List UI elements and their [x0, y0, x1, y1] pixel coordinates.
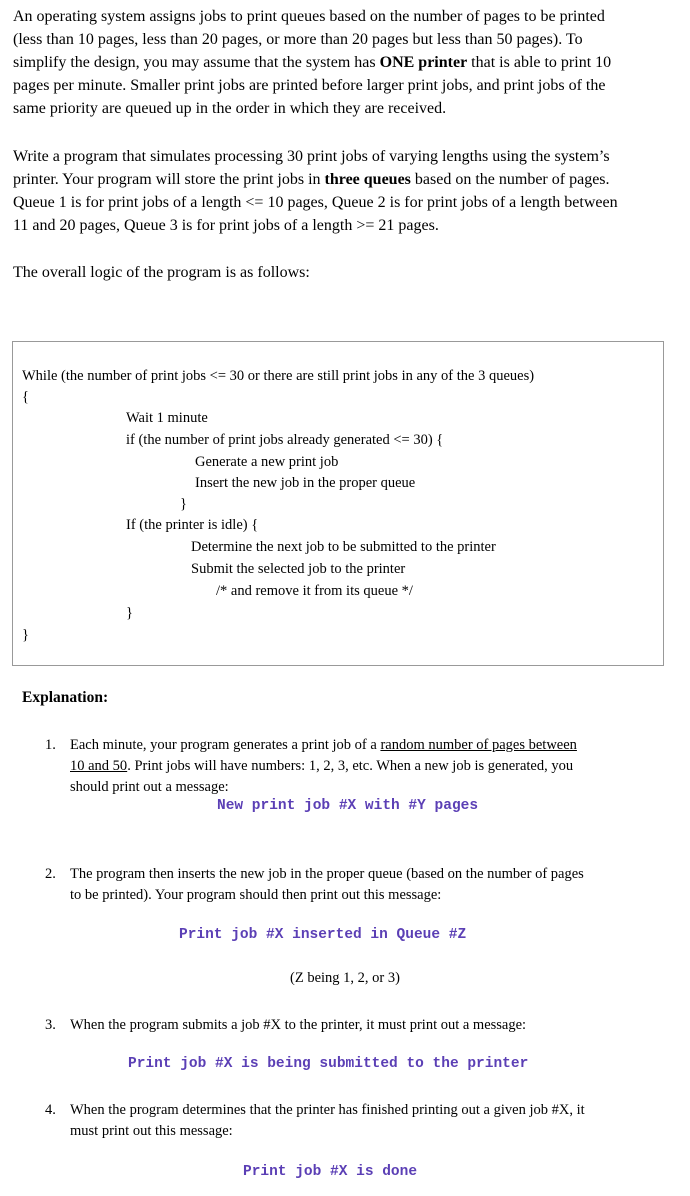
queue-note: (Z being 1, 2, or 3): [290, 970, 400, 986]
code-new-print-job: New print job #X with #Y pages: [217, 798, 479, 814]
intro-text: that is able to print 10: [467, 54, 612, 71]
code-inserted-in-queue: Print job #X inserted in Queue #Z: [179, 927, 467, 943]
task-paragraph: [13, 145, 683, 237]
task-line: Write a program that simulates processing 30 print jobs of varying lengths using the system’s: [13, 148, 610, 165]
pseudo-if-idle: If (the printer is idle) {: [126, 517, 259, 533]
item-text: . Print jobs will have numbers: 1, 2, 3, etc. When a new job is generated, you: [127, 758, 574, 774]
pseudo-determine: Determine the next job to be submitted to the printer: [191, 539, 496, 555]
explanation-heading: Explanation:: [22, 689, 109, 706]
code-being-submitted: Print job #X is being submitted to the printer: [128, 1056, 529, 1072]
pseudo-close-idle: }: [126, 605, 133, 621]
intro-line: (less than 10 pages, less than 20 pages, or more than 20 pages but less than 50 pages). To: [13, 31, 583, 48]
code-job-done: Print job #X is done: [243, 1164, 418, 1180]
underlined-text: random number of pages between: [380, 737, 577, 753]
pseudo-comment: /* and remove it from its queue */: [216, 583, 413, 599]
item-number: 4.: [45, 1102, 56, 1118]
pseudo-wait: Wait 1 minute: [126, 410, 208, 426]
intro-paragraph: [13, 5, 683, 120]
task-text: printer. Your program will store the print jobs in: [13, 171, 325, 188]
task-line: 11 and 20 pages, Queue 3 is for print jobs of a length >= 21 pages.: [13, 217, 439, 234]
item-text: Each minute, your program generates a print job of a: [70, 737, 381, 753]
intro-line: An operating system assigns jobs to print queues based on the number of pages to be printed: [13, 8, 605, 25]
item-line: The program then inserts the new job in the proper queue (based on the number of pages: [70, 866, 584, 882]
item-line: to be printed). Your program should then print out this message:: [70, 887, 442, 903]
pseudo-close-if: }: [180, 496, 187, 512]
item-number: 1.: [45, 737, 56, 753]
intro-line: same priority are queued up in the order in which they are received.: [13, 100, 447, 117]
item-line: [70, 735, 660, 756]
pseudo-open-brace: {: [22, 389, 29, 405]
item-number: 2.: [45, 866, 56, 882]
pseudo-close-while: }: [22, 627, 29, 643]
pseudocode-box: [12, 341, 664, 666]
pseudo-while: While (the number of print jobs <= 30 or there are still print jobs in any of the 3 queues): [22, 368, 535, 384]
pseudo-generate: Generate a new print job: [195, 454, 339, 470]
logic-intro: The overall logic of the program is as follows:: [13, 264, 310, 281]
pseudo-insert: Insert the new job in the proper queue: [195, 475, 416, 491]
pseudo-if-generated: if (the number of print jobs already generated <= 30) {: [126, 432, 444, 448]
item-line: When the program submits a job #X to the printer, it must print out a message:: [70, 1017, 527, 1033]
task-bold-three-queues: three queues: [324, 171, 411, 188]
intro-line: pages per minute. Smaller print jobs are printed before larger print jobs, and print jobs of the: [13, 77, 606, 94]
intro-bold-one-printer: ONE printer: [379, 54, 468, 71]
item-line: must print out this message:: [70, 1123, 233, 1139]
task-text: based on the number of pages.: [410, 171, 610, 188]
item-line: should print out a message:: [70, 779, 229, 795]
intro-text: simplify the design, you may assume that the system has: [13, 54, 380, 71]
intro-line: [13, 51, 683, 74]
task-line: [13, 168, 683, 191]
underlined-text: 10 and 50: [70, 758, 128, 774]
task-line: Queue 1 is for print jobs of a length <= 10 pages, Queue 2 is for print jobs of a length between: [13, 194, 618, 211]
item-line: When the program determines that the printer has finished printing out a given job #X, it: [70, 1102, 585, 1118]
item-line: [70, 756, 660, 777]
pseudo-submit: Submit the selected job to the printer: [191, 561, 406, 577]
item-number: 3.: [45, 1017, 56, 1033]
